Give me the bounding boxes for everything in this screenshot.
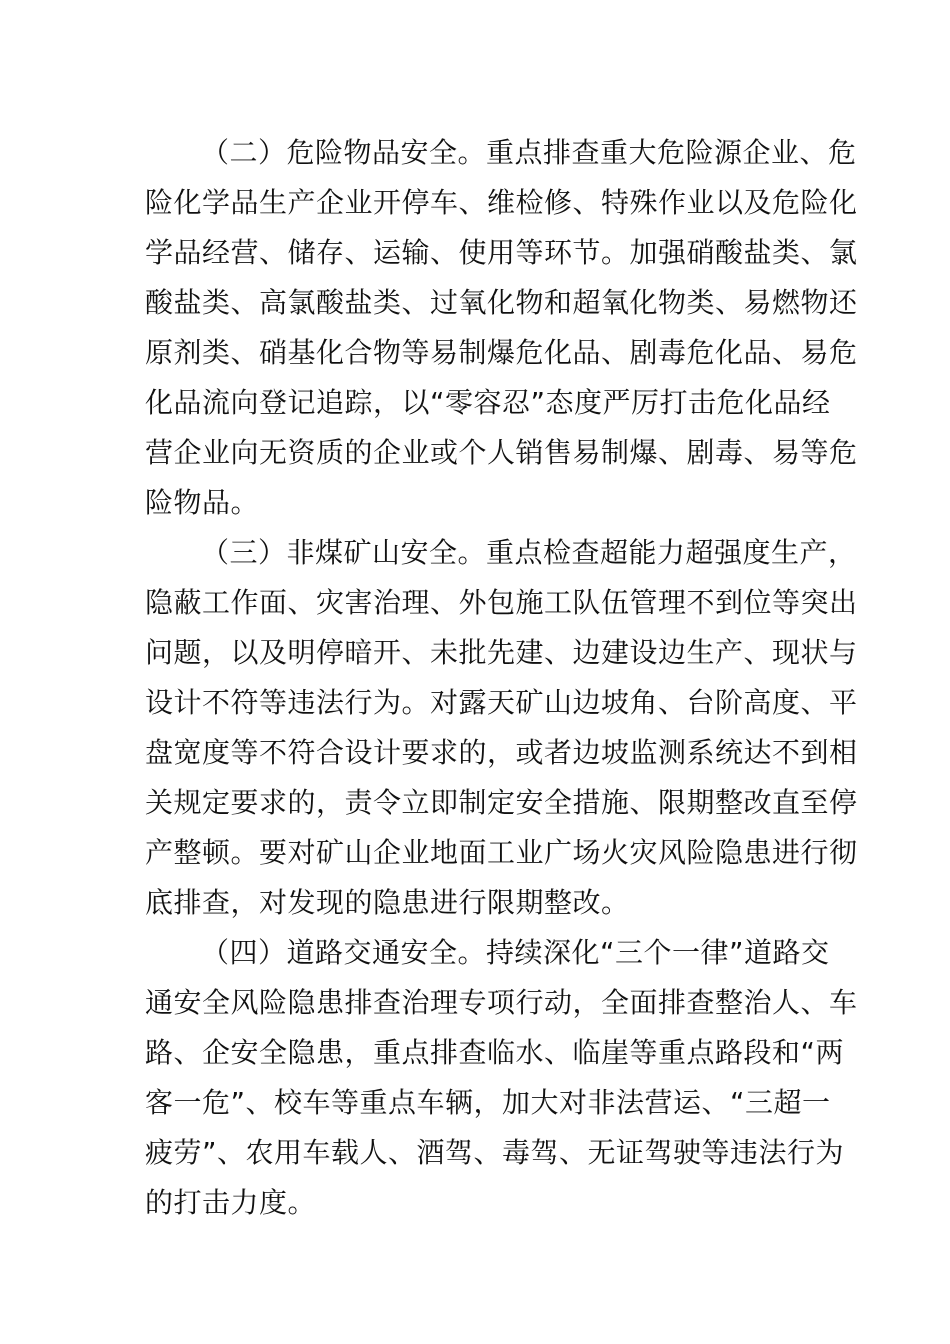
paragraph-line: 产整顿。要对矿山企业地面工业广场火灾风险隐患进行彻	[145, 836, 858, 869]
paragraph-line: 酸盐类、高氯酸盐类、过氧化物和超氧化物类、易燃物还	[145, 286, 858, 319]
paragraph-line: 通安全风险隐患排查治理专项行动，全面排查整治人、车	[145, 986, 858, 1019]
paragraph-line: 险化学品生产企业开停车、维检修、特殊作业以及危险化	[145, 186, 858, 219]
paragraph-line: 设计不符等违法行为。对露天矿山边坡角、台阶高度、平	[145, 686, 858, 719]
paragraph-line: 盘宽度等不符合设计要求的，或者边坡监测系统达不到相	[145, 736, 858, 769]
paragraph-line: 原剂类、硝基化合物等易制爆危化品、剧毒危化品、易危	[145, 336, 858, 369]
paragraph-line: 险物品。	[145, 486, 260, 519]
paragraph-line: 营企业向无资质的企业或个人销售易制爆、剧毒、易等危	[145, 436, 858, 469]
paragraph-line: 关规定要求的，责令立即制定安全措施、限期整改直至停	[145, 786, 858, 819]
paragraph-line: （四）道路交通安全。持续深化“三个一律”道路交	[201, 936, 830, 969]
paragraph-line: 化品流向登记追踪，以“零容忍”态度严厉打击危化品经	[145, 386, 831, 419]
paragraph-line: 学品经营、储存、运输、使用等环节。加强硝酸盐类、氯	[145, 236, 858, 269]
paragraph-line: 底排查，对发现的隐患进行限期整改。	[145, 886, 630, 919]
paragraph-line: 客一危”、校车等重点车辆，加大对非法营运、“三超一	[145, 1086, 831, 1119]
paragraph-line: 的打击力度。	[145, 1186, 317, 1219]
paragraph-line: 路、企安全隐患，重点排查临水、临崖等重点路段和“两	[145, 1036, 845, 1069]
paragraph-line: （三）非煤矿山安全。重点检查超能力超强度生产，	[201, 536, 857, 569]
paragraph-line: 疲劳”、农用车载人、酒驾、毒驾、无证驾驶等违法行为	[145, 1136, 845, 1169]
paragraph-line: 隐蔽工作面、灾害治理、外包施工队伍管理不到位等突出	[145, 586, 858, 619]
paragraph-line: 问题，以及明停暗开、未批先建、边建设边生产、现状与	[145, 636, 858, 669]
paragraph-line: （二）危险物品安全。重点排查重大危险源企业、危	[201, 136, 857, 169]
